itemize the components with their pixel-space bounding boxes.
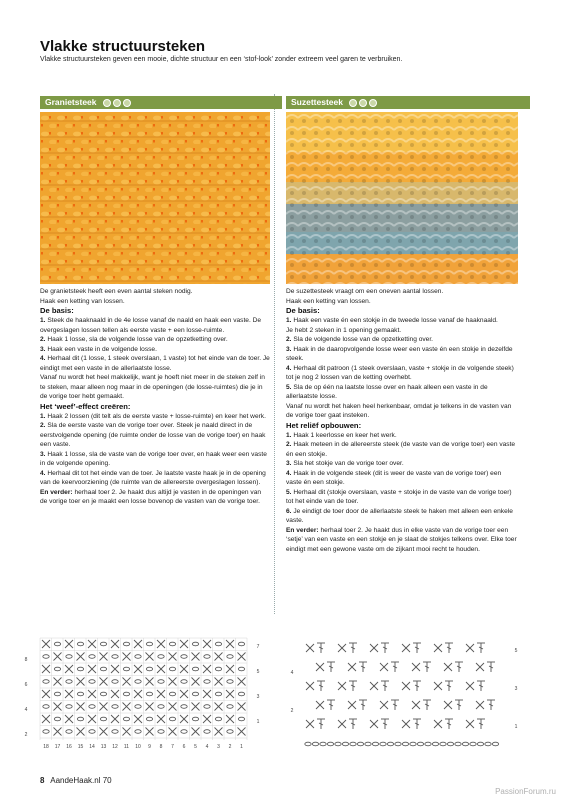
column-number: 7 [171, 744, 174, 750]
ch-symbol [238, 717, 244, 721]
chart-granietsteek [18, 634, 270, 752]
step: 5. Sla de op één na laatste losse over en haak alleen een vaste in de allerlaatste losse. [286, 383, 488, 400]
ch-symbol [425, 742, 431, 746]
ch-symbol [432, 742, 438, 746]
ch-symbol [89, 655, 95, 659]
ch-symbol [123, 642, 129, 646]
step: 4. Herhaal dit tot het einde van de toer. Je laatste vaste haak je in de opening van de keervoorziening (de ruimte van de allereerste overgeslagen lossen). [40, 469, 266, 486]
ch-symbol [54, 667, 60, 671]
step: 3. Sla het stokje van de vorige toer over. [286, 460, 404, 467]
ch-symbol [350, 742, 356, 746]
column-number: 17 [54, 744, 61, 750]
ch-symbol [77, 717, 83, 721]
column-divider [274, 94, 275, 614]
step: 4. Herhaal dit patroon (1 steek overslaan, vaste + stokje in de volgende steek) tot je nog 2 lossen van de ketting overhebt. [286, 364, 514, 381]
ch-symbol [169, 692, 175, 696]
photo-suzettesteek [286, 112, 518, 284]
ch-symbol [112, 705, 118, 709]
ch-symbol [417, 742, 423, 746]
ch-symbol [215, 642, 221, 646]
ch-symbol [192, 692, 198, 696]
column-number: 15 [77, 744, 84, 750]
ch-symbol [238, 692, 244, 696]
ch-symbol [342, 742, 348, 746]
ch-symbol [158, 705, 164, 709]
ch-symbol [169, 667, 175, 671]
ch-symbol [54, 642, 60, 646]
badge-granietsteek [40, 96, 282, 109]
step: En verder: herhaal toer 2. Je haakt dus altijd je vasten in de openingen van de vorige toer en je maakt een losse bovenop de vasten van de vorige toer. [40, 488, 262, 505]
step: Je hebt 2 steken in 1 opening gemaakt. [286, 326, 402, 334]
ch-symbol [335, 742, 341, 746]
ch-symbol [77, 692, 83, 696]
column-number: 3 [217, 744, 220, 750]
skill-level-icon [359, 99, 367, 107]
column-number: 6 [182, 744, 186, 750]
column-number: 16 [66, 744, 72, 750]
text-suzettesteek [286, 287, 518, 554]
step: En verder: herhaal toer 2. Je haakt dus in elke vaste van de vorige toer een ‘setje’ van een vaste en een stokje en je slaat de stokjes telkens over. Elke toer eindigt met een gewone vaste om de zijkant mooi recht te houden. [286, 526, 517, 553]
row-number: 1 [514, 724, 518, 730]
ch-symbol [169, 717, 175, 721]
ch-symbol [192, 667, 198, 671]
column-number: 14 [89, 744, 95, 750]
ch-symbol [181, 705, 187, 709]
ch-symbol [146, 717, 152, 721]
skill-level-icon [113, 99, 121, 107]
skill-level-icon [103, 99, 111, 107]
ch-symbol [146, 692, 152, 696]
ch-symbol [470, 742, 476, 746]
ch-symbol [204, 680, 210, 684]
ch-symbol [312, 742, 318, 746]
row-number: 3 [256, 694, 260, 700]
ch-symbol [112, 680, 118, 684]
ch-symbol [123, 667, 129, 671]
page-subtitle: Vlakke structuursteken geven een mooie, dichte structuur en een ‘stof-look’ zonder extreem veel garen te verbruiken. [40, 56, 403, 63]
ch-symbol [485, 742, 491, 746]
ch-symbol [477, 742, 483, 746]
badge-suzettesteek [286, 96, 530, 109]
watermark: PassionForum.ru [495, 787, 556, 796]
ch-symbol [357, 742, 363, 746]
skill-level-icon [369, 99, 377, 107]
ch-symbol [192, 717, 198, 721]
step: 2. Haak meteen in de allereerste steek (de vaste van de vorige toer) een vaste én een stokje. [286, 441, 516, 458]
step: 2. Sla de volgende losse van de opzetketting over. [286, 336, 433, 343]
ch-symbol [135, 680, 141, 684]
step: 4. Herhaal dit (1 losse, 1 steek overslaan, 1 vaste) tot het einde van de toer. Je eindigt met een vaste in de allerlaatste losse. [40, 355, 270, 372]
row-number: 1 [256, 719, 260, 725]
ch-symbol [54, 692, 60, 696]
section-heading: Het reliëf opbouwen: [286, 420, 362, 430]
row-number: 5 [256, 669, 260, 675]
intro-line: De suzettesteek vraagt om een oneven aantal lossen. [286, 288, 444, 295]
page-number: 8 [40, 776, 45, 785]
ch-symbol [455, 742, 461, 746]
ch-symbol [387, 742, 393, 746]
ch-symbol [169, 642, 175, 646]
ch-symbol [320, 742, 326, 746]
ch-symbol [395, 742, 401, 746]
row-number: 7 [256, 644, 260, 650]
section-heading: De basis: [286, 306, 320, 315]
row-number: 4 [290, 670, 294, 676]
ch-symbol [402, 742, 408, 746]
ch-symbol [181, 655, 187, 659]
ch-symbol [123, 717, 129, 721]
ch-symbol [204, 730, 210, 734]
section-heading: De basis: [40, 306, 74, 315]
ch-symbol [77, 642, 83, 646]
column-number: 8 [159, 744, 163, 750]
badge-label: Suzettesteek [291, 97, 343, 107]
magazine-name: AandeHaak.nl 70 [50, 776, 112, 785]
ch-symbol [181, 730, 187, 734]
column-number: 1 [240, 744, 243, 750]
step: Vanaf nu wordt het heel makkelijk, want je hoeft niet meer in de steken zelf in te steken, maar alleen nog maar in de openingen (de losse-ruimtes) die je in de vorige toer hebt gemaakt. [40, 374, 265, 400]
ch-symbol [227, 655, 233, 659]
ch-symbol [43, 705, 49, 709]
ch-symbol [215, 717, 221, 721]
intro-line: Haak een ketting van lossen. [286, 297, 371, 305]
ch-symbol [112, 655, 118, 659]
footer [40, 776, 112, 785]
photo-granietsteek [40, 112, 270, 284]
page-title: Vlakke structuursteken [40, 38, 206, 55]
ch-symbol [135, 655, 141, 659]
ch-symbol [66, 655, 72, 659]
ch-symbol [135, 705, 141, 709]
ch-symbol [89, 730, 95, 734]
step: 2. Sla de eerste vaste van de vorige toer over. Steek je naald direct in de eerstvolgende opening (de ruimte onder de losse van de vorige toer) en haak een vaste. [40, 422, 266, 448]
ch-symbol [410, 742, 416, 746]
row-number: 6 [24, 682, 28, 688]
step: 1. Haak 2 lossen (dit telt als de eerste vaste + losse-ruimte) en keer het werk. [40, 412, 266, 420]
ch-symbol [54, 717, 60, 721]
ch-symbol [365, 742, 371, 746]
ch-symbol [146, 642, 152, 646]
intro-line: Haak een ketting van lossen. [40, 297, 125, 305]
step: 3. Haak 1 losse, sla de vaste van de vorige toer over, en haak weer een vaste in de volgende opening. [40, 450, 267, 467]
ch-symbol [66, 730, 72, 734]
ch-symbol [77, 667, 83, 671]
step: 2. Haak 1 losse, sla de volgende losse van de opzetketting over. [40, 336, 228, 343]
ch-symbol [327, 742, 333, 746]
column-number: 13 [100, 744, 107, 750]
ch-symbol [100, 692, 106, 696]
step: 1. Haak een vaste én een stokje in de tweede losse vanaf de haaknaald. [286, 317, 498, 324]
step: 1. Haak 1 keerlosse en keer het werk. [286, 431, 397, 439]
ch-symbol [43, 730, 49, 734]
row-number: 2 [290, 708, 294, 714]
step: 4. Haak in de volgende steek (dit is weer de vaste van de vorige toer) een vaste én een stokje. [286, 469, 502, 486]
column-number: 9 [148, 744, 151, 750]
ch-symbol [89, 705, 95, 709]
chart-suzettesteek [284, 634, 524, 752]
ch-symbol [380, 742, 386, 746]
ch-symbol [227, 680, 233, 684]
step: 1. Steek de haaknaald in de 4e losse vanaf de naald en haak een vaste. De overgeslagen lossen tellen als eerste vaste + een losse-ruimte. [40, 317, 262, 334]
ch-symbol [492, 742, 498, 746]
ch-symbol [440, 742, 446, 746]
ch-symbol [192, 642, 198, 646]
ch-symbol [66, 680, 72, 684]
row-number: 5 [514, 648, 518, 654]
ch-symbol [215, 692, 221, 696]
row-number: 2 [24, 732, 28, 738]
row-number: 3 [514, 686, 518, 692]
ch-symbol [158, 730, 164, 734]
ch-symbol [227, 705, 233, 709]
step: 5. Herhaal dit (stokje overslaan, vaste + stokje in de vaste van de vorige toer) tot het einde van de toer. [286, 488, 512, 505]
ch-symbol [100, 642, 106, 646]
ch-symbol [112, 730, 118, 734]
ch-symbol [215, 667, 221, 671]
skill-level-icon [349, 99, 357, 107]
ch-symbol [462, 742, 468, 746]
ch-symbol [158, 680, 164, 684]
ch-symbol [100, 717, 106, 721]
skill-level-icon [123, 99, 131, 107]
step: 3. Haak een vaste in de volgende losse. [40, 345, 157, 353]
ch-symbol [204, 655, 210, 659]
intro-line: De granietsteek heeft een even aantal steken nodig. [40, 288, 193, 295]
ch-symbol [372, 742, 378, 746]
ch-symbol [146, 667, 152, 671]
ch-symbol [305, 742, 311, 746]
ch-symbol [204, 705, 210, 709]
column-number: 11 [123, 744, 130, 750]
row-number: 8 [24, 657, 28, 663]
section-heading: Het ‘weef’-effect creëren: [40, 401, 131, 411]
ch-symbol [447, 742, 453, 746]
text-granietsteek [40, 287, 270, 507]
step: Vanaf nu wordt het haken heel herkenbaar, omdat je telkens in de vasten van de vorige toer gaat insteken. [286, 402, 512, 419]
ch-symbol [238, 642, 244, 646]
row-number: 4 [24, 707, 28, 713]
column-number: 4 [205, 744, 209, 750]
ch-symbol [123, 692, 129, 696]
ch-symbol [43, 680, 49, 684]
ch-symbol [89, 680, 95, 684]
ch-symbol [66, 705, 72, 709]
ch-symbol [158, 655, 164, 659]
ch-symbol [43, 655, 49, 659]
column-number: 12 [112, 744, 118, 750]
step: 6. Je eindigt de toer door de allerlaatste steek te haken met alleen een enkele vaste. [286, 507, 513, 524]
badge-label: Granietsteek [45, 97, 97, 107]
ch-symbol [100, 667, 106, 671]
column-number: 2 [228, 744, 232, 750]
ch-symbol [181, 680, 187, 684]
column-number: 5 [194, 744, 197, 750]
ch-symbol [135, 730, 141, 734]
column-number: 18 [43, 744, 49, 750]
step: 3. Haak in de daaropvolgende losse weer een vaste én een stokje in dezelfde steek. [286, 345, 513, 362]
ch-symbol [238, 667, 244, 671]
column-number: 10 [135, 744, 141, 750]
ch-symbol [227, 730, 233, 734]
